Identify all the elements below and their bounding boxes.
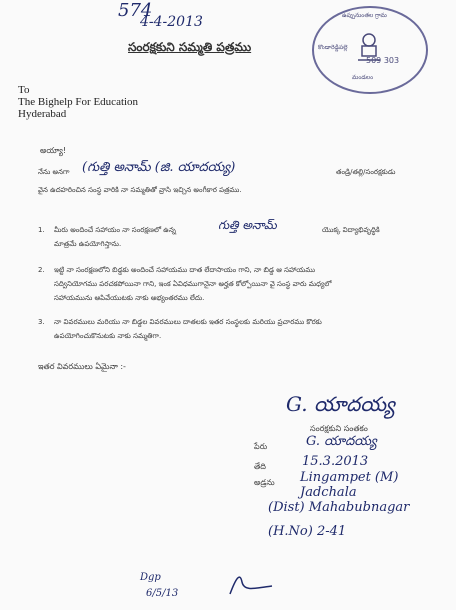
intro-guardian-name: (గుత్తి అనామ్ (జి. యాదయ్య) — [82, 160, 236, 175]
date-value: 15.3.2013 — [302, 454, 369, 469]
point-2-line2: సద్వినియోగము పరచకపోయినా గాని, ఇంక ఏవిధముగానైనా అర్హత కోల్పోయినా వై సంస్థ వారు మధ్యలో — [54, 280, 332, 288]
initial-scribble-icon — [226, 568, 276, 598]
point-3-line1: నా వివరములు మరియు నా బిడ్డల వివరములు దాతలకు ఇతర సంస్థలకు మరియు ప్రచారము కొరకు — [54, 318, 322, 326]
address-label: అడ్రను — [254, 478, 275, 487]
salutation: అయ్యా! — [40, 146, 67, 155]
other-details-label: ఇతర వివరములు ఏమైనా :- — [38, 362, 126, 371]
guardian-signature: G. యాదయ్య — [286, 392, 395, 416]
seal-top-text: ఉప్పునుంతల గ్రామ — [342, 12, 387, 19]
seal-bottom-text: మండలం — [352, 74, 374, 81]
date-label: తేది — [254, 462, 266, 471]
point-2-number: 2. — [38, 266, 45, 274]
address-line-3: (H.No) 2-41 — [268, 524, 347, 539]
footer-initial: Dgp — [140, 572, 161, 583]
intro-line2: వైన ఉదహరించిన సంస్థ వారికి నా సమ్మతితో వ్రాసి ఇచ్చిన అంగీకార పత్రము. — [38, 186, 242, 194]
address-line-1: Lingampet (M) Jadchala — [300, 470, 399, 500]
seal-side-text: కొండారెడ్డిపల్లె — [318, 44, 348, 51]
point-3-line2: ఉపయోగించుకొనుటకు నాకు సమ్మతిగా. — [54, 332, 162, 340]
inward-number: 574 — [118, 0, 153, 21]
point-1-number: 1. — [38, 226, 45, 234]
footer-initial-date: 6/5/13 — [146, 588, 179, 599]
point-1-line2: మాత్రమే ఉపయోగిస్తాను. — [54, 240, 122, 248]
address-city: Hyderabad — [18, 108, 67, 120]
point-1-child-name: గుత్తి అనామ్ — [218, 218, 277, 232]
signature-caption: సంరక్షకుని సంతకం — [310, 424, 368, 433]
seal-middle-text: 509 303 — [366, 56, 400, 65]
point-2-line1: ఇట్టి నా సంరక్షణలోని బిడ్డకు అందించే సహాయము దాత లేదాసాయం గాని, నా బిడ్డ ఆ సహాయము — [54, 266, 316, 274]
document-title: సంరక్షకుని సమ్మతి పత్రము — [128, 40, 252, 54]
name-label: పేరు — [254, 442, 268, 451]
intro-suffix: తండ్రి/తల్లి/సంరక్షకుడు — [336, 168, 396, 176]
address-line-2: (Dist) Mahabubnagar — [268, 500, 410, 515]
point-3-number: 3. — [38, 318, 45, 326]
inward-date: 4-4-2013 — [140, 14, 203, 30]
point-1-pre: మీరు అందించే సహాయం నా సంరక్షణలో ఉన్న — [54, 226, 176, 234]
point-1-post: యొక్క విద్యాభివృద్ధికి — [322, 226, 380, 234]
intro-prefix: నేను అనగా — [38, 168, 70, 176]
name-value: G. యాదయ్య — [306, 434, 377, 449]
address-org: The Bighelp For Education — [18, 96, 139, 108]
point-2-line3: సహాయమును ఆపివేయుటకు నాకు అభ్యంతరము లేదు. — [54, 294, 205, 302]
official-seal — [312, 6, 428, 94]
address-to: To — [18, 84, 30, 96]
